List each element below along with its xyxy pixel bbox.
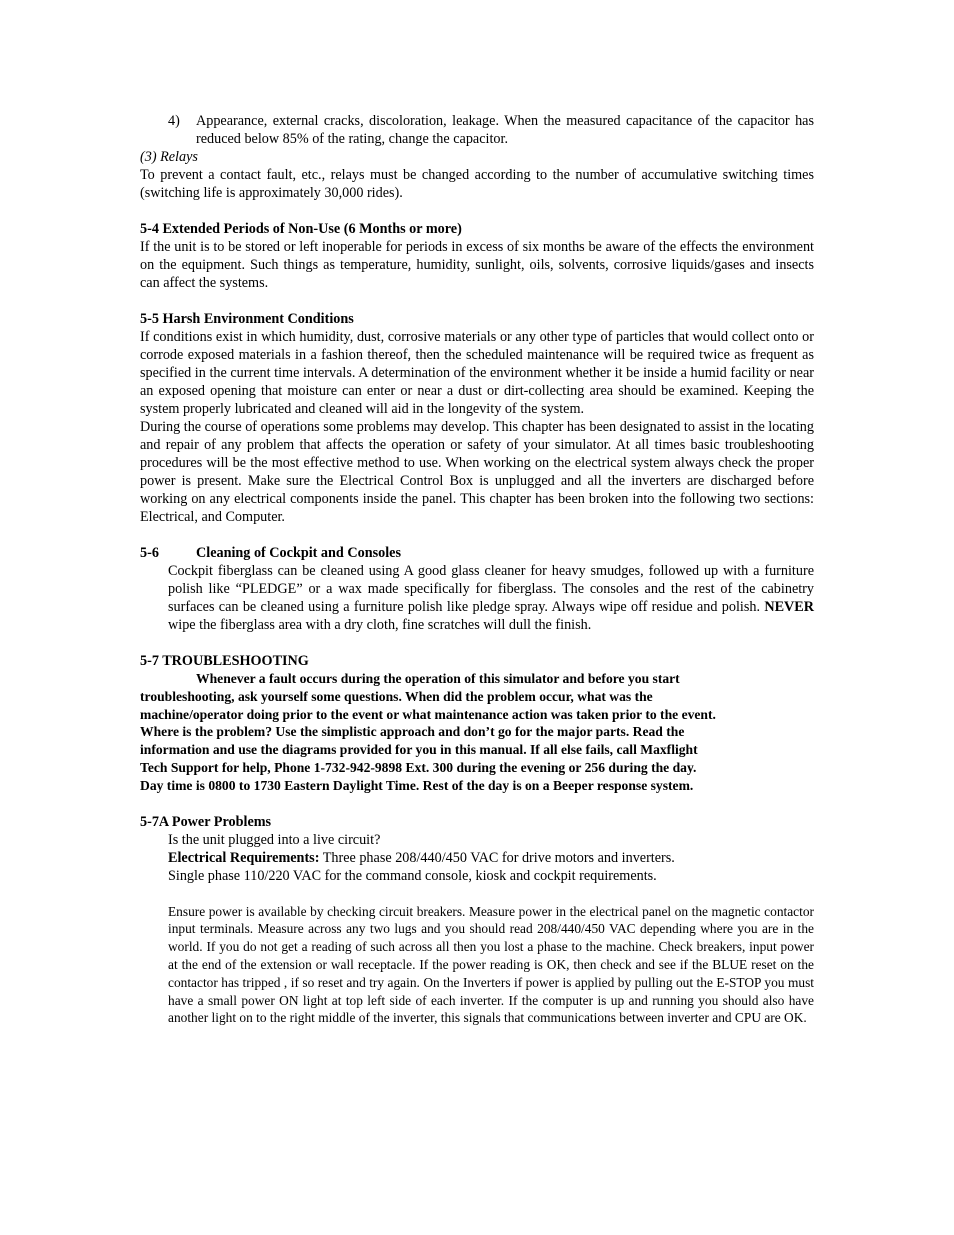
troubleshooting-line: Tech Support for help, Phone 1-732-942-9898 Ext. 300 during the evening or 256 during the day. — [140, 759, 697, 775]
electrical-requirements-label: Electrical Requirements: — [168, 849, 320, 866]
section-5-5-paragraph-1: If conditions exist in which humidity, dust, corrosive materials or any other type of particles that would collect onto or corrode exposed materials in a fashion thereof, then the scheduled maintenance will be required twice as frequent as specified in the current time intervals. A determination of the environment whether it be inside a humid facility or near an exposed opening that moisture can enter or near a dust or dirt-collecting area should be examined. Keeping the system properly lubricated and cleaned will aid in the longevity of the system. — [140, 329, 814, 417]
troubleshooting-line: troubleshooting, ask yourself some questions. When did the problem occur, what was the — [140, 688, 653, 704]
troubleshooting-line: Day time is 0800 to 1730 Eastern Daylight Time. Rest of the day is on a Beeper response system. — [140, 777, 694, 793]
troubleshooting-line: machine/operator doing prior to the event or what maintenance action was taken prior to the event. — [140, 706, 716, 722]
troubleshooting-line: Whenever a fault occurs during the operation of this simulator and before you start — [196, 671, 680, 686]
list-item-4 — [140, 112, 814, 148]
troubleshooting-line: Where is the problem? Use the simplistic approach and don’t go for the major parts. Read the — [140, 724, 685, 740]
section-5-6-heading — [140, 544, 814, 562]
power-problems-paragraph: Ensure power is available by checking circuit breakers. Measure power in the electrical panel on the magnetic contactor input terminals. Measure across any two lugs and you should read 208/440/450 VAC depending where you are in the world. If you do not get a reading of such across all then you lost a phase to the machine. Check breakers, input power at the end of the extension or wall receptacle. If the power reading is OK, then check and see if the BLUE reset on the contactor has tripped , if so reset and try again. On the Inverters if power is applied by pulling out the E-STOP you must have a small power ON light at top left side of each inverter. If the computer is up and running you should also have another light on to the right middle of the inverter, this signals that communications between inverter and CPU are OK. — [168, 903, 814, 1026]
section-5-7a-heading: 5-7A Power Problems — [140, 813, 272, 830]
section-5-6-text-a: Cockpit fiberglass can be cleaned using A good glass cleaner for heavy smudges, followed up with a furniture polish like “PLEDGE” or a wax made specifically for fiberglass. The consoles and the rest of the cabinetry surfaces can be cleaned using a furniture polish like pledge spray. Always wipe off residue and polish. — [168, 563, 814, 615]
never-emphasis: NEVER — [764, 599, 814, 615]
electrical-requirements-text: Three phase 208/440/450 VAC for drive motors and inverters. — [319, 849, 675, 866]
troubleshooting-paragraph — [140, 670, 814, 795]
power-line-3: Single phase 110/220 VAC for the command console, kiosk and cockpit requirements. — [168, 867, 657, 884]
electrical-requirements-line — [140, 849, 814, 867]
section-5-5-paragraph-2: During the course of operations some problems may develop. This chapter has been designated to assist in the locating and repair of any problem that affects the operation or safety of your simulator. At all times basic troubleshooting procedures will be the most effective method to use. When working on the electrical system always check the proper power is present. Make sure the Electrical Control Box is unplugged and all the inverters are discharged before working on any electrical components inside the panel. This chapter has been broken into the following two sections: Electrical, and Computer. — [140, 419, 814, 525]
list-item-text: Appearance, external cracks, discoloration, leakage. When the measured capacitance of the capacitor has reduced below 85% of the rating, change the capacitor. — [196, 113, 814, 147]
list-item-number: 4) — [168, 113, 180, 129]
section-5-6-title: Cleaning of Cockpit and Consoles — [196, 545, 401, 561]
relays-paragraph: To prevent a contact fault, etc., relays must be changed according to the number of accumulative switching times (switching life is approximately 30,000 rides). — [140, 167, 814, 201]
section-5-6-text-b: wipe the fiberglass area with a dry cloth, fine scratches will dull the finish. — [168, 617, 592, 633]
manual-page — [140, 112, 814, 1027]
section-5-4-heading: 5-4 Extended Periods of Non-Use (6 Months or more) — [140, 221, 462, 237]
section-5-7-heading: 5-7 TROUBLESHOOTING — [140, 653, 309, 669]
section-5-5-heading: 5-5 Harsh Environment Conditions — [140, 311, 354, 327]
section-5-4-paragraph: If the unit is to be stored or left inoperable for periods in excess of six months be aware of the effects the environment on the equipment. Such things as temperature, humidity, sunlight, oils, solvents, corrosive liquids/gases and insects can affect the systems. — [140, 239, 814, 291]
section-5-6-number: 5-6 — [140, 545, 159, 561]
power-line-1: Is the unit plugged into a live circuit? — [168, 831, 381, 848]
section-5-6-paragraph — [140, 562, 814, 634]
relays-heading: (3) Relays — [140, 149, 198, 165]
troubleshooting-line: information and use the diagrams provided for you in this manual. If all else fails, call Maxflight — [140, 742, 698, 758]
